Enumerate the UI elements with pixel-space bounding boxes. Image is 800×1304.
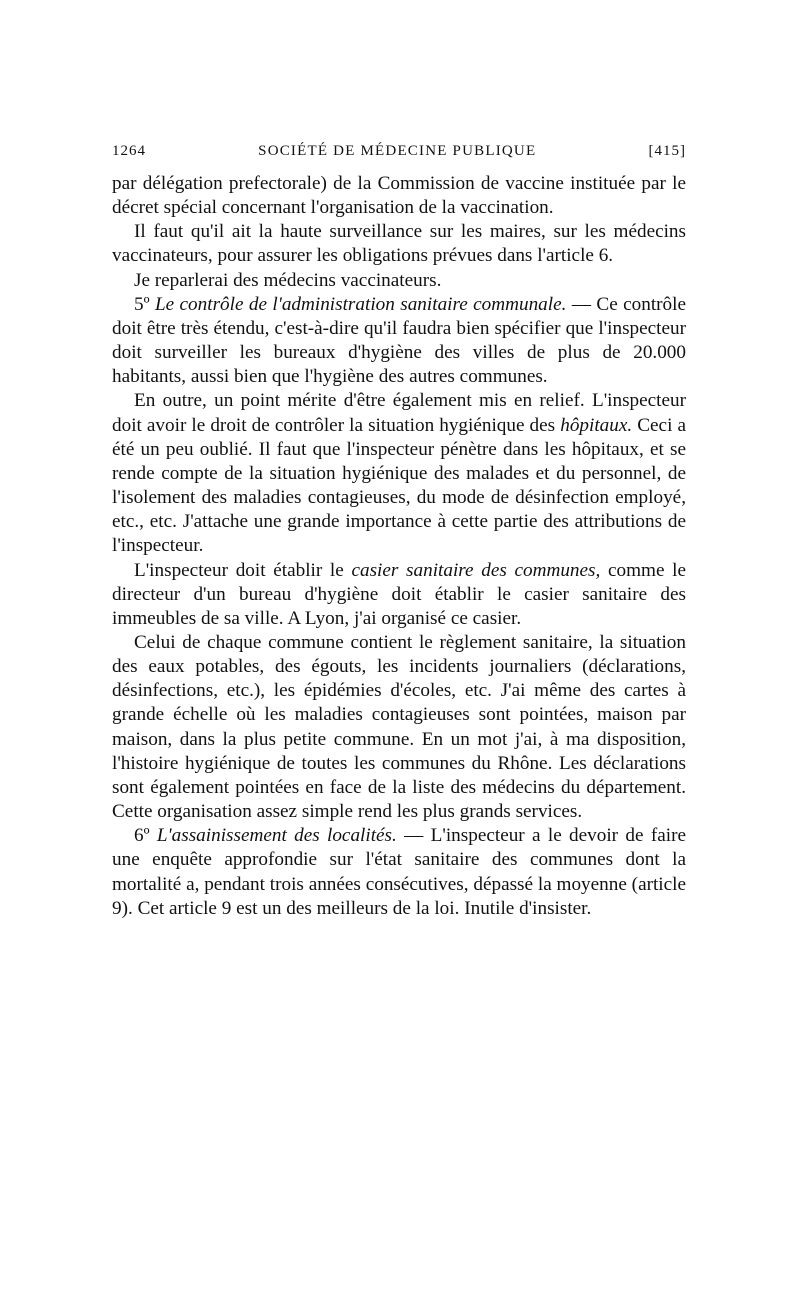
- paragraph-4: [112, 293, 686, 390]
- book-page: [112, 143, 686, 921]
- italic-term: casier sanitaire des communes,: [351, 559, 601, 581]
- section-heading-italic: L'assainissement des localités.: [156, 825, 397, 847]
- paragraph-text: Celui de chaque commune contient le règlement sanitaire, la situation des eaux potables, des égouts, les incidents journaliers (déclarations, désinfections, etc.), les épidémies d'écoles, etc. J'ai même des cartes à grande échelle où les maladies contagieuses sont pointées, maison par maison, dans la plus petite commune. En un mot j'ai, à ma disposition, l'histoire hygiénique de toutes les communes du Rhône. Les déclarations sont également pointées en face de la liste des médecins du département. Cette organisation assez simple rend les plus grands services.: [112, 631, 686, 823]
- paragraph-text: L'inspecteur doit établir le: [134, 559, 352, 581]
- section-number: 6º: [134, 825, 157, 847]
- bracket-page-number: [415]: [648, 143, 686, 159]
- paragraph-text: comme le directeur d'un bureau d'hygiène doit établir le casier sanitaire des immeubles de sa ville. A Lyon, j'ai organisé ce casier.: [112, 559, 686, 629]
- paragraph-7: [112, 631, 686, 824]
- paragraph-text: — Ce contrôle doit être très étendu, c'est-à-dire qu'il faudra bien spécifier que l'inspecteur doit surveiller les bureaux d'hygiène des villes de plus de 20.000 habitants, aussi bien que l'hygiène des autres communes.: [112, 293, 686, 388]
- paragraph-text: Il faut qu'il ait la haute surveillance sur les maires, sur les médecins vaccinateurs, pour assurer les obligations prévues dans l'article 6.: [112, 221, 686, 267]
- section-heading-italic: Le contrôle de l'administration sanitaire communale.: [154, 293, 567, 315]
- running-header: [112, 143, 686, 160]
- paragraph-text: Ceci a été un peu oublié. Il faut que l'inspecteur pénètre dans les hôpitaux, et se rende compte de la situation hygiénique des malades et du personnel, de l'isolement des maladies contagieuses, du mode de désinfection employé, etc., etc. J'attache une grande importance à cette partie des attributions de l'inspecteur.: [112, 414, 686, 557]
- paragraph-8: [112, 824, 686, 921]
- paragraph-5: [112, 389, 686, 558]
- section-number: 5º: [134, 293, 155, 315]
- paragraph-text: Je reparlerai des médecins vaccinateurs.: [134, 269, 442, 291]
- paragraph-text: — L'inspecteur a le devoir de faire une enquête approfondie sur l'état sanitaire des communes dont la mortalité a, pendant trois années consécutives, dépassé la moyenne (article 9). Cet article 9 est un des meilleurs de la loi. Inutile d'insister.: [112, 825, 686, 919]
- running-title: SOCIÉTÉ DE MÉDECINE PUBLIQUE: [258, 143, 537, 159]
- paragraph-text: par délégation prefectorale) de la Commission de vaccine instituée par le décret spécial concernant l'organisation de la vaccination.: [112, 173, 686, 219]
- paragraph-3: [112, 269, 686, 293]
- page-number: 1264: [112, 143, 146, 159]
- body-text: [112, 172, 686, 921]
- paragraph-6: [112, 559, 686, 631]
- paragraph-1: [112, 172, 686, 220]
- paragraph-text: En outre, un point mérite d'être également mis en relief. L'inspecteur doit avoir le droit de contrôler la situation hygiénique des: [112, 390, 686, 436]
- italic-term: hôpitaux.: [560, 414, 633, 436]
- paragraph-2: [112, 220, 686, 268]
